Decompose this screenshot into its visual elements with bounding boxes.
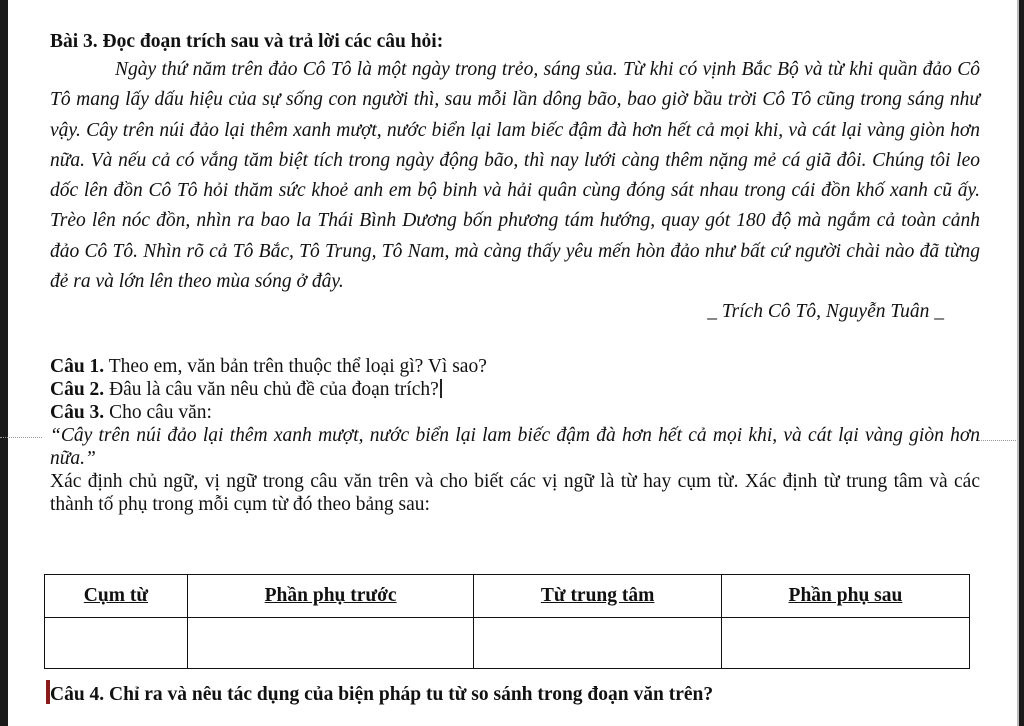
passage-text: Ngày thứ năm trên đảo Cô Tô là một ngày trong trẻo, sáng sủa. Từ khi có vịnh Bắc Bộ và từ khi quần đảo Cô Tô mang lấy dấu hiệu của sự sống con người thì, sau mỗi lần dông bão, bao giờ bầu trời Cô Tô cũng trong sáng như vậy. Cây trên núi đảo lại thêm xanh mượt, nước biển lại lam biếc đậm đà hơn hết cả mọi khi, và cát lại vàng giòn hơn nữa. Và nếu cả có vắng tăm biệt tích trong ngày động bão, thì nay lưới càng thêm nặng mẻ cá giã đôi. Chúng tôi leo dốc lên đồn Cô Tô hỏi thăm sức khoẻ anh em bộ binh và hải quân cùng đóng sát nhau trong cái đồn khố xanh cũ ấy. Trèo lên nóc đồn, nhìn ra bao la Thái Bình Dương bốn phương tám hướng, quay gót 180 độ mà ngắm cả toàn cảnh đảo Cô Tô. Nhìn rõ cả Tô Bắc, Tô Trung, Tô Nam, mà càng thấy yêu mến hòn đảo như bất cứ người chài nào đã từng đẻ ra và lớn lên theo mùa sóng ở đây.	[50, 59, 980, 293]
question-4: Câu 4. Chỉ ra và nêu tác dụng của biện pháp tu từ so sánh trong đoạn văn trên?	[50, 684, 714, 705]
scan-right-edge	[1019, 0, 1024, 726]
question-2	[50, 378, 980, 401]
table-cell[interactable]	[45, 618, 188, 669]
question-3	[50, 401, 980, 424]
table-header-phrase: Cụm từ	[45, 575, 188, 618]
table-header-head-word: Từ trung tâm	[474, 575, 722, 618]
table-header-pre-modifier: Phần phụ trước	[187, 575, 474, 618]
question-3-label: Câu 3.	[50, 402, 105, 424]
table-cell[interactable]	[721, 618, 969, 669]
question-2-label: Câu 2.	[50, 379, 105, 401]
text-cursor	[440, 379, 442, 398]
dotted-divider-right	[976, 440, 1016, 441]
question-1-text: Theo em, văn bản trên thuộc thể loại gì? Vì sao?	[104, 356, 487, 378]
question-3-text: Cho câu văn:	[104, 402, 212, 424]
table-row	[45, 618, 970, 669]
citation: _ Trích Cô Tô, Nguyễn Tuân _	[707, 301, 944, 323]
dotted-divider-left	[0, 437, 42, 438]
question-3-task: Xác định chủ ngữ, vị ngữ trong câu văn trên và cho biết các vị ngữ là từ hay cụm từ. Xác định từ trung tâm và các thành tố phụ trong mỗi cụm từ đó theo bảng sau:	[50, 471, 980, 516]
table-cell[interactable]	[474, 618, 722, 669]
question-1	[50, 355, 980, 378]
document-content	[50, 30, 980, 516]
table-header-post-modifier: Phần phụ sau	[721, 575, 969, 618]
exercise-heading: Bài 3. Đọc đoạn trích sau và trả lời các câu hỏi:	[50, 31, 444, 52]
question-1-label: Câu 1.	[50, 356, 105, 378]
question-3-quote: “Cây trên núi đảo lại thêm xanh mượt, nước biển lại lam biếc đậm đà hơn hết cả mọi khi, và cát lại vàng giòn hơn nữa.”	[50, 425, 980, 470]
question-2-text: Đâu là câu văn nêu chủ đề của đoạn trích?	[104, 379, 439, 401]
phrase-analysis-table	[44, 574, 970, 669]
table-header-row	[45, 575, 970, 618]
table-cell[interactable]	[187, 618, 474, 669]
scan-left-edge	[0, 0, 8, 726]
